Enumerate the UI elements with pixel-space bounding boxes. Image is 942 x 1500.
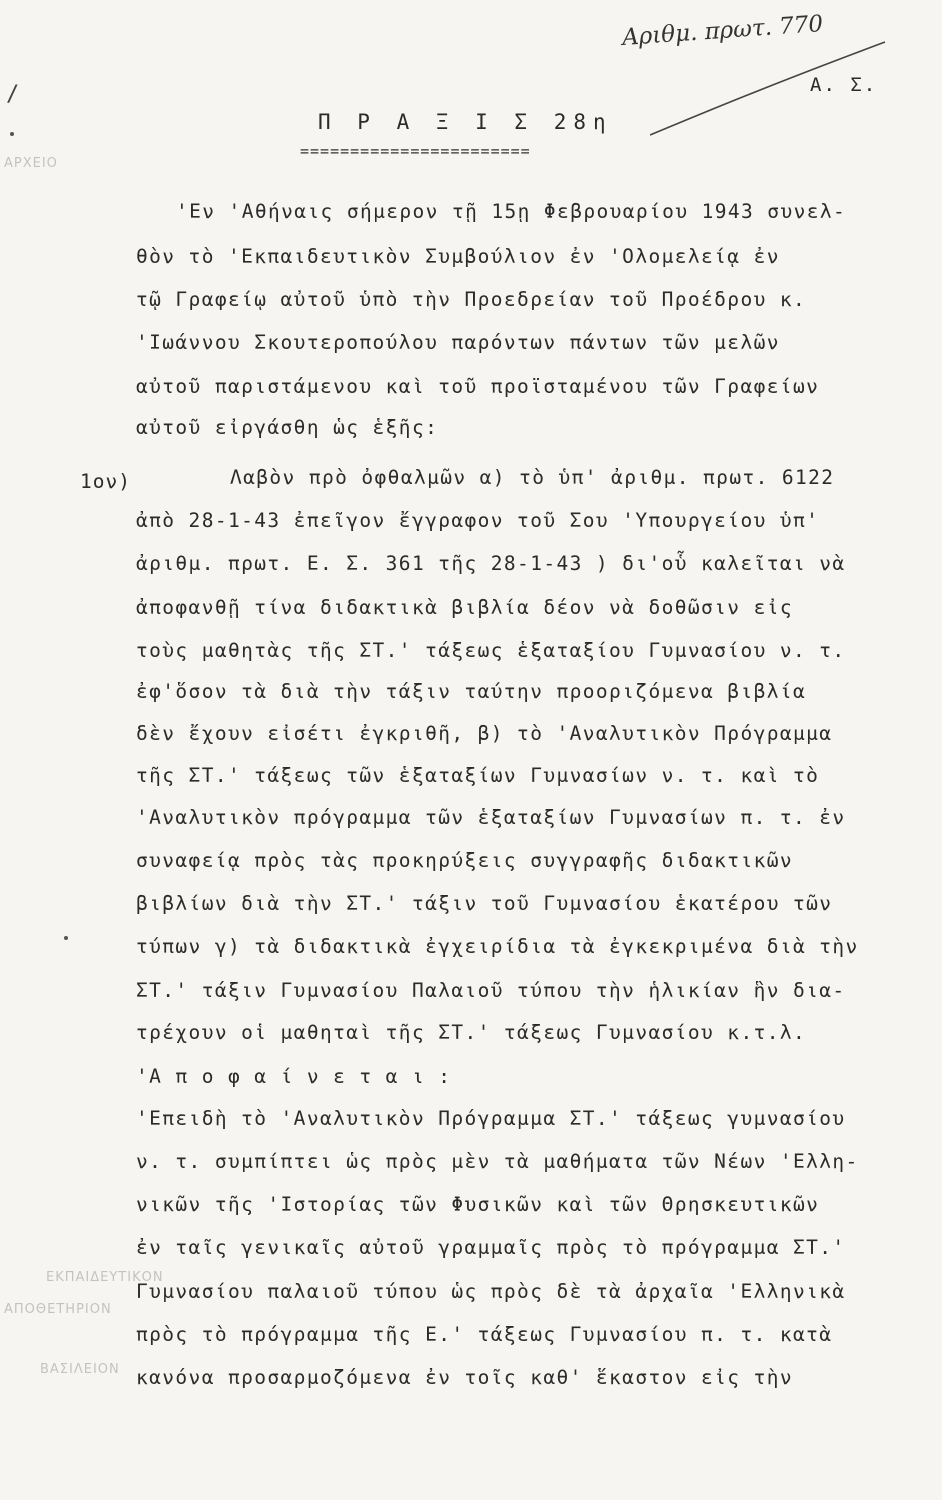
intro-line: τῷ Γραφείῳ αὐτοῦ ὑπὸ τὴν Προεδρείαν τοῦ Προέδρου κ.	[136, 288, 807, 311]
margin-dot	[64, 936, 68, 940]
intro-line: αὐτοῦ παριστάμενου καὶ τοῦ προϊσταμένου τῶν Γραφείων	[136, 375, 820, 398]
item-line: τῆς ΣΤ.' τάξεως τῶν ἑξαταξίων Γυμνασίων ν. τ. καὶ τὸ	[136, 764, 820, 787]
decision-line: ν. τ. συμπίπτει ὡς πρὸς μὲν τὰ μαθήματα τῶν Νέων 'Ελλη-	[136, 1150, 859, 1173]
faint-stamp: ΑΠΟΘΕΤΗΡΙΟΝ	[4, 1302, 112, 1317]
item-line: ἀποφανθῇ τίνα διδακτικὰ βιβλία δέον νὰ δοθῶσιν εἰς	[136, 596, 793, 619]
intro-line: αὐτοῦ εἰργάσθη ὡς ἑξῆς:	[136, 416, 439, 439]
page-title: Π Ρ Α Ξ Ι Σ 28η	[318, 110, 613, 134]
decision-line: Γυμνασίου παλαιοῦ τύπου ὡς πρὸς δὲ τὰ ἀρχαῖα 'Ελληνικὰ	[136, 1280, 846, 1303]
decision-line: κανόνα προσαρμοζόμενα ἐν τοῖς καθ' ἕκαστον εἰς τὴν	[136, 1366, 793, 1389]
intro-line: θὸν τὸ 'Εκπαιδευτικὸν Συμβούλιον ἐν 'Ολομελείᾳ ἐν	[136, 245, 780, 268]
decision-heading: 'Α π ο φ α ί ν ε τ α ι :	[136, 1065, 452, 1088]
margin-mark: /	[6, 82, 20, 107]
decision-line: ἐν ταῖς γενικαῖς αὐτοῦ γραμμαῖς πρὸς τὸ πρόγραμμα ΣΤ.'	[136, 1236, 846, 1259]
faint-stamp: ΒΑΣΙΛΕΙΟΝ	[40, 1362, 120, 1377]
item-line: 'Αναλυτικὸν πρόγραμμα τῶν ἑξαταξίων Γυμνασίων π. τ. ἐν	[136, 806, 846, 829]
item-line: τρέχουν οἱ μαθηταὶ τῆς ΣΤ.' τάξεως Γυμνασίου κ.τ.λ.	[136, 1021, 807, 1044]
item-line: ἐφ'ὅσον τὰ διὰ τὴν τάξιν ταύτην προοριζόμενα βιβλία	[136, 680, 807, 703]
faint-stamp: ΑΡΧΕΙΟ	[4, 156, 58, 171]
item-line: δὲν ἔχουν εἰσέτι ἐγκριθῆ, β) τὸ 'Αναλυτικὸν Πρόγραμμα	[136, 722, 833, 745]
decision-line: πρὸς τὸ πρόγραμμα τῆς Ε.' τάξεως Γυμνασίου π. τ. κατὰ	[136, 1323, 833, 1346]
item-line: Λαβὸν πρὸ ὀφθαλμῶν α) τὸ ὑπ' ἀριθμ. πρωτ. 6122	[230, 466, 835, 489]
item-line: τύπων γ) τὰ διδακτικὰ ἐγχειρίδια τὰ ἐγκεκριμένα διὰ τὴν	[136, 935, 859, 958]
intro-line: 'Ιωάννου Σκουτεροπούλου παρόντων πάντων τῶν μελῶν	[136, 331, 780, 354]
decision-line: νικῶν τῆς 'Ιστορίας τῶν Φυσικῶν καὶ τῶν Θρησκευτικῶν	[136, 1193, 820, 1216]
item-line: τοὺς μαθητὰς τῆς ΣΤ.' τάξεως ἑξαταξίου Γυμνασίου ν. τ.	[136, 639, 846, 662]
item-line: συναφείᾳ πρὸς τὰς προκηρύξεις συγγραφῆς διδακτικῶν	[136, 849, 793, 872]
margin-dot	[10, 132, 14, 136]
item-line: βιβλίων διὰ τὴν ΣΤ.' τάξιν τοῦ Γυμνασίου ἑκατέρου τῶν	[136, 892, 833, 915]
item-line: ἀριθμ. πρωτ. Ε. Σ. 361 τῆς 28-1-43 ) δι'οὗ καλεῖται νὰ	[136, 552, 846, 575]
decision-line: 'Επειδὴ τὸ 'Αναλυτικὸν Πρόγραμμα ΣΤ.' τάξεως γυμνασίου	[136, 1107, 846, 1130]
handwritten-note: Αριθμ. πρωτ. 770	[621, 11, 824, 51]
item-number: 1ον)	[80, 470, 131, 493]
item-line: ἀπὸ 28-1-43 ἐπεῖγον ἔγγραφον τοῦ Σου 'Υπουργείου ὑπ'	[136, 509, 820, 532]
title-underline: =======================	[300, 142, 531, 160]
item-line: ΣΤ.' τάξιν Γυμνασίου Παλαιοῦ τύπου τὴν ἡλικίαν ἣν δια-	[136, 979, 846, 1002]
intro-line: 'Εν 'Αθήναις σήμερον τῇ 15ῃ Φεβρουαρίου 1943 συνελ-	[176, 200, 847, 223]
initials: Α. Σ.	[810, 74, 878, 96]
faint-stamp: ΕΚΠΑΙΔΕΥΤΙΚΟΝ	[46, 1270, 164, 1285]
